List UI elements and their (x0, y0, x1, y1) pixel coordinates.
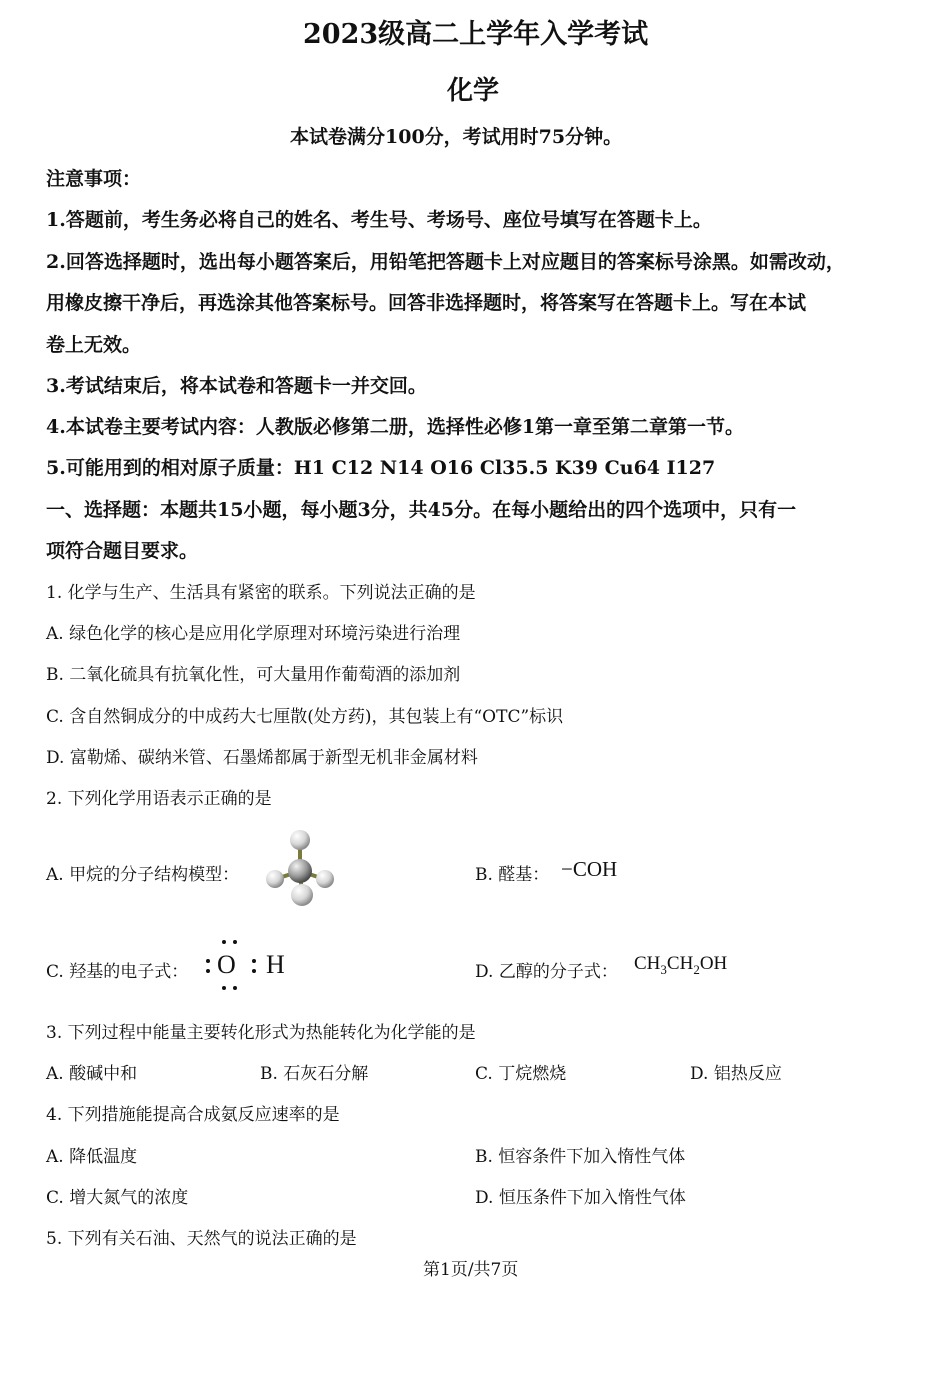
note-item: 3.考试结束后，将本试卷和答题卡一并交回。 (46, 375, 427, 397)
notes-heading: 注意事项： (46, 168, 142, 190)
aldehyde-group-formula: −COH (561, 857, 618, 881)
methane-ball-stick-model (262, 827, 338, 909)
page-number: 第1页/共7页 (423, 1260, 519, 1280)
note-item: 2.回答选择题时，选出每小题答案后，用铅笔把答题卡上对应题目的答案标号涂黑。如需改动， (46, 251, 845, 273)
hydrogen-atom (290, 830, 310, 850)
q3-option-a: A. 酸碱中和 (46, 1064, 138, 1084)
question-1-stem: 1. 化学与生产、生活具有紧密的联系。下列说法正确的是 (46, 583, 476, 603)
q3-option-b: B. 石灰石分解 (260, 1064, 369, 1084)
electron-dot (206, 959, 210, 963)
q1-option-a: A. 绿色化学的核心是应用化学原理对环境污染进行治理 (46, 624, 461, 644)
q1-option-d: D. 富勒烯、碳纳米管、石墨烯都属于新型无机非金属材料 (46, 748, 478, 768)
exam-info: 本试卷满分100分，考试用时75分钟。 (290, 126, 623, 148)
question-3-stem: 3. 下列过程中能量主要转化形式为热能转化为化学能的是 (46, 1023, 476, 1043)
hydrogen-atom (316, 870, 334, 888)
section-heading: 一、选择题：本题共15小题，每小题3分，共45分。在每小题给出的四个选项中，只有一 (46, 499, 797, 521)
note-item: 5.可能用到的相对原子质量：H1 C12 N14 O16 Cl35.5 K39 Cu64 I127 (46, 457, 716, 479)
q4-option-b: B. 恒容条件下加入惰性气体 (475, 1147, 686, 1167)
question-2-stem: 2. 下列化学用语表示正确的是 (46, 789, 272, 809)
q4-option-c: C. 增大氮气的浓度 (46, 1188, 189, 1208)
q3-option-c: C. 丁烷燃烧 (475, 1064, 567, 1084)
electron-dot (233, 986, 237, 990)
q2-option-c-label: C. 羟基的电子式： (46, 962, 189, 982)
note-item: 4.本试卷主要考试内容：人教版必修第二册，选择性必修1第一章至第二章第一节。 (46, 416, 745, 438)
section-heading-cont: 项符合题目要求。 (46, 540, 199, 562)
q3-option-d: D. 铝热反应 (690, 1064, 782, 1084)
q2-option-d-label: D. 乙醇的分子式： (475, 962, 618, 982)
question-4-stem: 4. 下列措施能提高合成氨反应速率的是 (46, 1105, 340, 1125)
hydroxyl-electron-formula (200, 938, 300, 994)
electron-dot (233, 940, 237, 944)
carbon-atom (288, 859, 312, 883)
hydrogen-atom (266, 870, 284, 888)
note-item: 1.答题前，考生务必将自己的姓名、考生号、考场号、座位号填写在答题卡上。 (46, 209, 712, 231)
exam-title: 2023级高二上学年入学考试 (303, 19, 649, 50)
hydrogen-symbol: H (266, 950, 285, 979)
electron-dot (222, 940, 226, 944)
q2-option-a-label: A. 甲烷的分子结构模型： (46, 865, 240, 885)
note-item: 卷上无效。 (46, 334, 142, 356)
electron-dot (252, 959, 256, 963)
q2-option-b-label: B. 醛基： (475, 865, 550, 885)
electron-dot (206, 969, 210, 973)
electron-dot (222, 986, 226, 990)
subject-title: 化学 (447, 76, 500, 106)
q4-option-a: A. 降低温度 (46, 1147, 138, 1167)
oxygen-symbol: O (217, 950, 236, 979)
ethanol-formula: $CH_3CH_2OH$ (634, 953, 728, 977)
q1-option-b: B. 二氧化硫具有抗氧化性，可大量用作葡萄酒的添加剂 (46, 665, 461, 685)
q4-option-d: D. 恒压条件下加入惰性气体 (475, 1188, 686, 1208)
hydrogen-atom (291, 884, 313, 906)
question-5-stem: 5. 下列有关石油、天然气的说法正确的是 (46, 1229, 357, 1249)
q1-option-c: C. 含自然铜成分的中成药大七厘散(处方药)，其包装上有“OTC”标识 (46, 707, 564, 727)
electron-dot (252, 969, 256, 973)
note-item: 用橡皮擦干净后，再选涂其他答案标号。回答非选择题时，将答案写在答题卡上。写在本试 (46, 292, 807, 314)
